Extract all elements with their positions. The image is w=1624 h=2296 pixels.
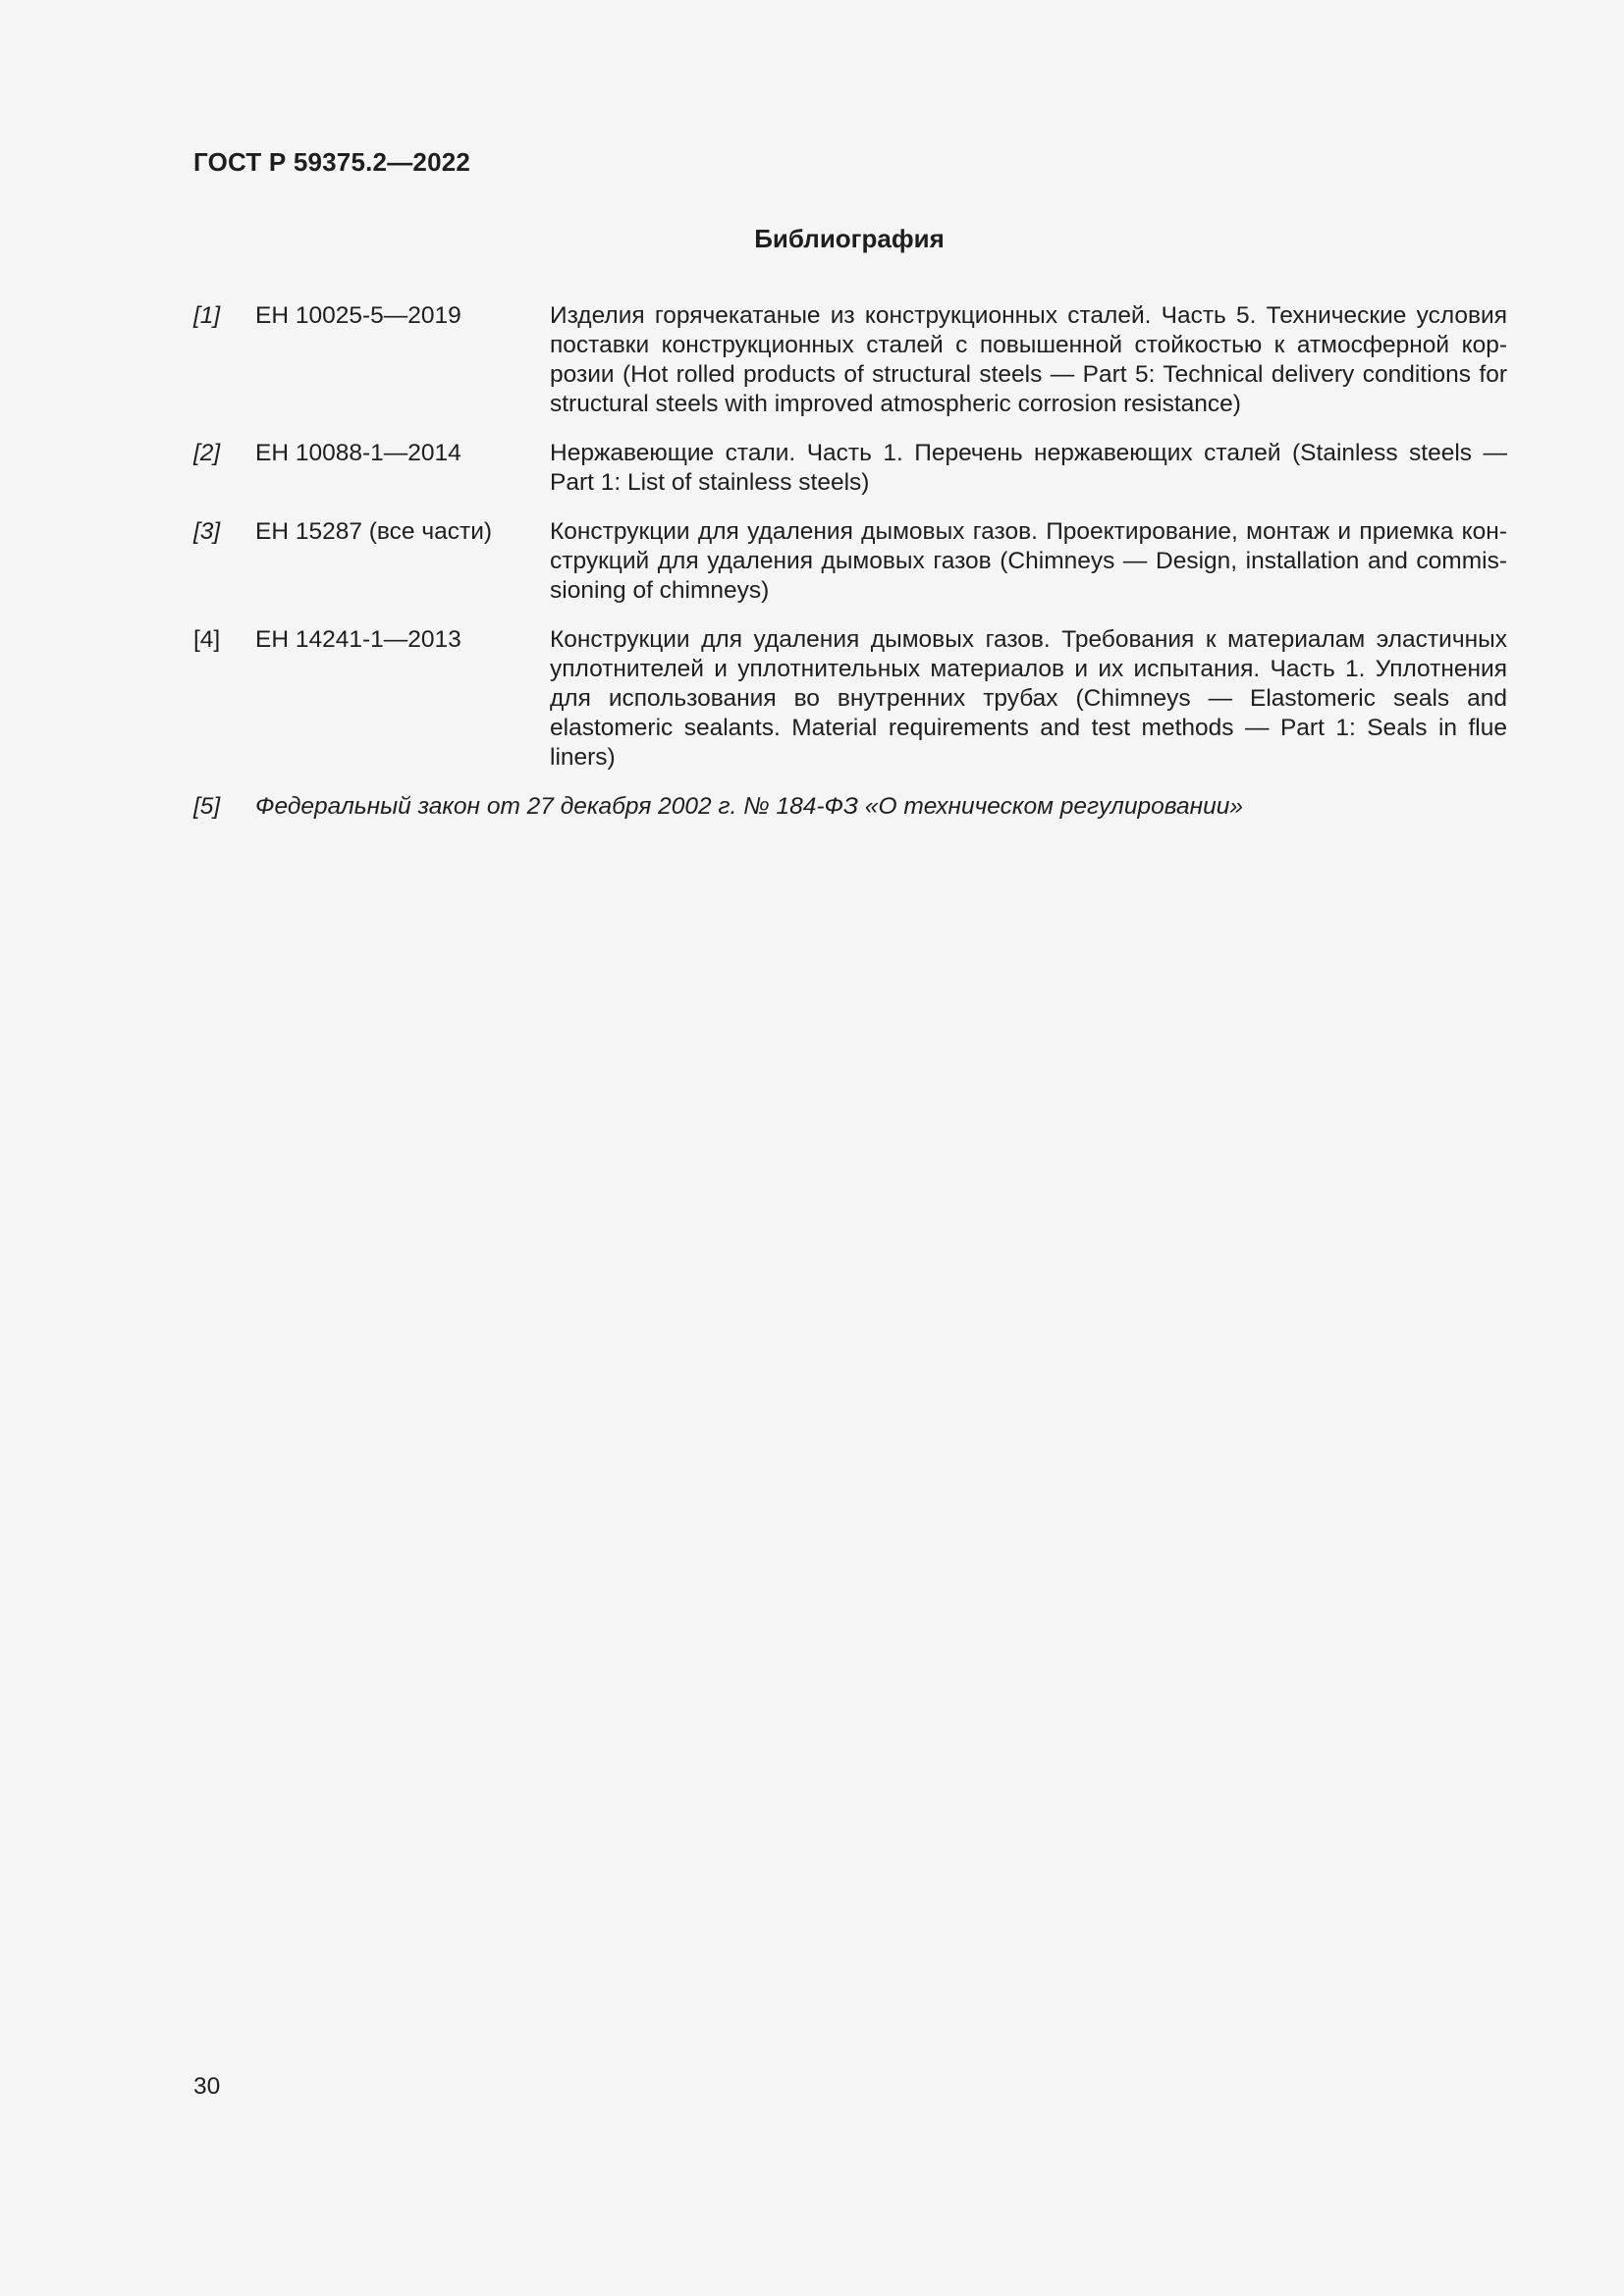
entry-description: Конструкции для удаления дымовых газов. Проектирование, монтаж и приемка конструкций для удаления дымовых газов (Chimneys — Design, installation and commissioning of chimneys) xyxy=(550,518,1507,604)
bibliography-entry-1 xyxy=(193,301,1507,419)
entry-reference: ЕН 14241-1—2013 xyxy=(255,626,461,653)
entry-number: [4] xyxy=(193,626,221,653)
entry-description: Конструкции для удаления дымовых газов. Требования к материалам эластичных уплотнителей и уплотнительных материалов и их испытания. Часть 1. Уплотнения для использования во внутренних трубах (Chimneys — Elastomeric seals and elastomeric sealants. Material requirements and test methods — Part 1: Seals in flue liners) xyxy=(550,626,1507,771)
entry-text: Федеральный закон от 27 декабря 2002 г. № 184-ФЗ «О техническом регулировании» xyxy=(255,793,1243,820)
entry-reference: ЕН 10025-5—2019 xyxy=(255,302,461,329)
document-code: ГОСТ Р 59375.2—2022 xyxy=(193,147,471,177)
page-number: 30 xyxy=(193,2073,221,2100)
entry-number: [1] xyxy=(193,302,221,329)
bibliography-entry-2 xyxy=(193,439,1507,498)
entry-description: Изделия горячекатаные из конструкционных сталей. Часть 5. Технические условия поставки конструкционных сталей с повышенной стойкостью к атмосферной коррозии (Hot rolled products of structural steels — Part 5: Technical delivery conditions for structural steels with improved atmospheric corrosion resistance) xyxy=(550,302,1507,417)
bibliography-entry-4 xyxy=(193,625,1507,773)
bibliography-entry-3 xyxy=(193,517,1507,606)
entry-description: Нержавеющие стали. Часть 1. Перечень нержавеющих сталей (Stainless steels — Part 1: List of stainless steels) xyxy=(550,440,1507,496)
bibliography-entry-5 xyxy=(193,792,1507,822)
section-title: Библиография xyxy=(754,224,945,253)
entry-reference: ЕН 10088-1—2014 xyxy=(255,440,461,466)
bibliography-list xyxy=(193,301,1507,841)
entry-number: [5] xyxy=(193,793,221,820)
entry-number: [2] xyxy=(193,440,221,466)
entry-reference: ЕН 15287 (все части) xyxy=(255,518,493,545)
entry-number: [3] xyxy=(193,518,221,545)
